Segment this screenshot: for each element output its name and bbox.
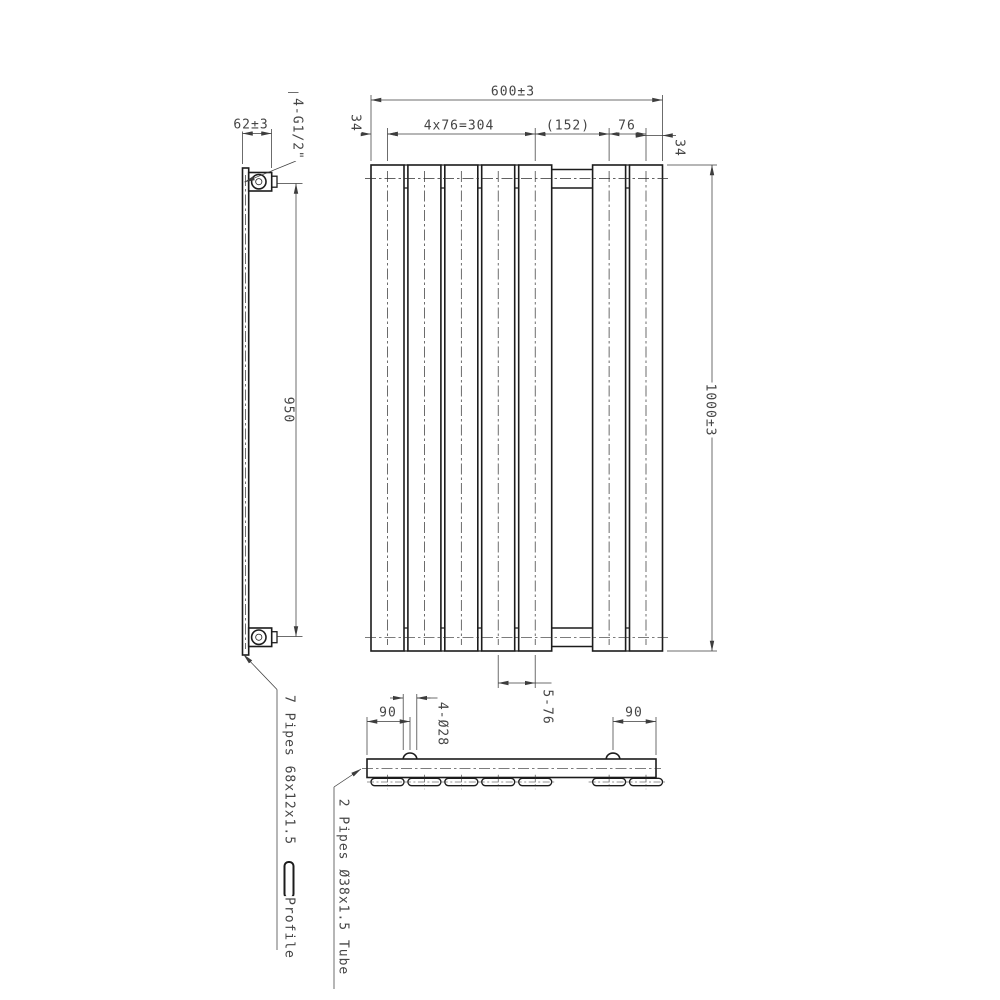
bracket-centers-dim: 950 <box>280 396 296 424</box>
side-view <box>243 168 278 655</box>
panel-pitch-dim: 76 <box>618 118 636 134</box>
connection-thread-label: 4-G1/2" <box>289 98 305 160</box>
overall-height-dim: 1000±3 <box>702 383 718 437</box>
pipes-leader-suffix: Profile <box>281 897 297 959</box>
left-connection-offset-dim: 90 <box>379 705 397 721</box>
center-gap-dim: (152) <box>545 118 591 134</box>
dimension-lines <box>243 93 718 990</box>
connections-dim: 4-Ø28 <box>434 701 450 747</box>
pipes-leader-label: 7 Pipes 68x12x1.5 <box>281 694 297 846</box>
panel-pitch-total-dim: 4x76=304 <box>423 118 495 134</box>
tube-leader-label: 2 Pipes Ø38x1.5 Tube <box>335 798 351 976</box>
left-edge-offset-dim: 34 <box>347 114 363 132</box>
right-connection-offset-dim: 90 <box>625 705 643 721</box>
bracket-width-dim: 62±3 <box>233 117 269 133</box>
right-edge-offset-dim: 34 <box>671 139 687 157</box>
top-view <box>362 753 667 789</box>
front-view <box>365 165 668 651</box>
panel-pitch-count-dim: 5-76 <box>539 689 555 725</box>
overall-width-dim: 600±3 <box>490 84 536 100</box>
panel-profile-icon <box>284 861 295 899</box>
